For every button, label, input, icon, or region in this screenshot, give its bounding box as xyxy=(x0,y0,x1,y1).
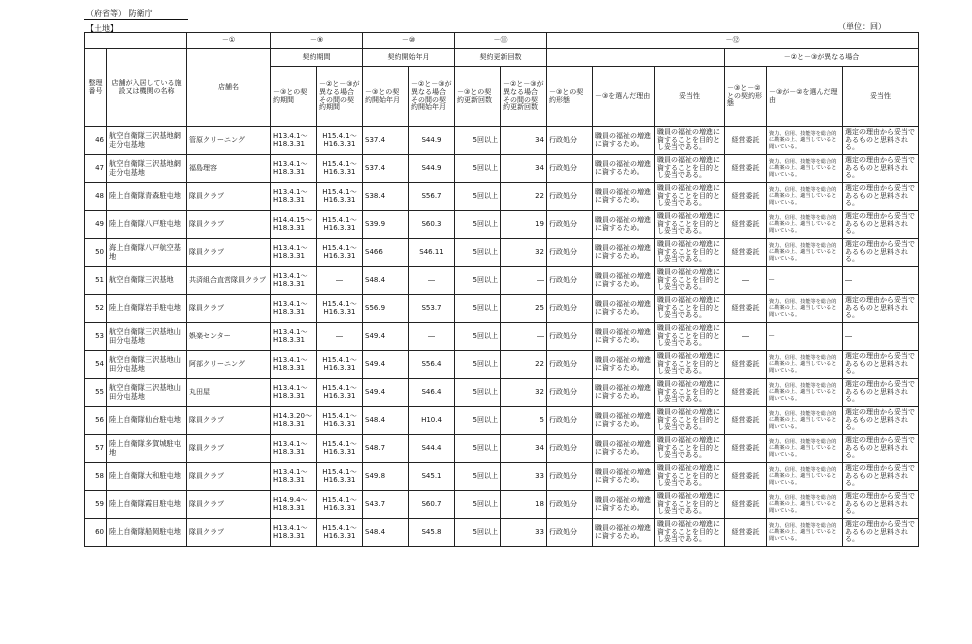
header-validity-2: 妥当性 xyxy=(843,67,919,127)
row-reason: 職員の福祉の増進に資するため。 xyxy=(593,155,655,183)
header-contract-start: 契約開始年月 xyxy=(363,49,455,67)
row-validity: 職員の福祉の増進に資することを目的とし妥当である。 xyxy=(655,351,725,379)
row-reason-2: ― xyxy=(767,267,843,295)
row-start-3: S48.4 xyxy=(363,519,409,547)
row-start-23: S60.7 xyxy=(409,491,455,519)
row-facility: 陸上自衛隊大和駐屯地 xyxy=(107,463,187,491)
row-renew-23: 32 xyxy=(501,379,547,407)
header-start-23: －②と－③が異なる場合その間の契約開始年月 xyxy=(409,67,455,127)
row-reason: 職員の福祉の増進に資するため。 xyxy=(593,379,655,407)
row-renew-3: 5回以上 xyxy=(455,351,501,379)
header-col1: －① xyxy=(187,33,271,49)
row-form-2: 経営委託 xyxy=(725,519,767,547)
row-reason: 職員の福祉の増進に資するため。 xyxy=(593,407,655,435)
row-facility: 航空自衛隊三沢基地山田分屯基地 xyxy=(107,351,187,379)
row-facility: 海上自衛隊八戸航空基地 xyxy=(107,239,187,267)
row-start-3: S43.7 xyxy=(363,491,409,519)
row-renew-3: 5回以上 xyxy=(455,323,501,351)
row-period-3: H13.4.1～H18.3.31 xyxy=(271,519,317,547)
row-period-23: H15.4.1～H16.3.31 xyxy=(317,379,363,407)
row-period-3: H13.4.1～H18.3.31 xyxy=(271,295,317,323)
row-start-3: S49.4 xyxy=(363,323,409,351)
row-renew-3: 5回以上 xyxy=(455,463,501,491)
row-period-23: H15.4.1～H16.3.31 xyxy=(317,491,363,519)
header-form-3: －③との契約形態 xyxy=(547,67,593,127)
row-form-2: 経営委託 xyxy=(725,183,767,211)
row-validity: 職員の福祉の増進に資することを目的とし妥当である。 xyxy=(655,323,725,351)
row-form: 行政処分 xyxy=(547,267,593,295)
row-renew-3: 5回以上 xyxy=(455,491,501,519)
row-form-2: 経営委託 xyxy=(725,127,767,155)
row-start-23: S56.7 xyxy=(409,183,455,211)
table-row xyxy=(85,127,919,155)
row-reason: 職員の福祉の増進に資するため。 xyxy=(593,239,655,267)
header-col11: －⑪ xyxy=(455,33,547,49)
row-period-23: H15.4.1～H16.3.31 xyxy=(317,407,363,435)
row-no: 49 xyxy=(85,211,107,239)
row-start-23: S45.8 xyxy=(409,519,455,547)
row-no: 55 xyxy=(85,379,107,407)
row-renew-23: 22 xyxy=(501,351,547,379)
row-period-3: H13.4.1～H18.3.31 xyxy=(271,239,317,267)
row-reason: 職員の福祉の増進に資するため。 xyxy=(593,267,655,295)
row-start-3: S48.4 xyxy=(363,407,409,435)
header-facility: 店舗が入居している施設又は機関の名称 xyxy=(107,49,187,127)
row-no: 46 xyxy=(85,127,107,155)
row-start-3: S49.8 xyxy=(363,463,409,491)
row-period-23: H15.4.1～H16.3.31 xyxy=(317,211,363,239)
header-reason-3: －③を選んだ理由 xyxy=(593,67,655,127)
row-reason: 職員の福祉の増進に資するため。 xyxy=(593,211,655,239)
row-store: 福島理容 xyxy=(187,155,271,183)
header-form-23: －③と－②との契約形態 xyxy=(725,67,767,127)
table-row xyxy=(85,435,919,463)
row-reason-2: 資力、信用、技能等を総合的に勘案の上、適当していると聞いている。 xyxy=(767,155,843,183)
row-renew-23: 32 xyxy=(501,239,547,267)
row-renew-23: 25 xyxy=(501,295,547,323)
row-validity: 職員の福祉の増進に資することを目的とし妥当である。 xyxy=(655,127,725,155)
table-row xyxy=(85,379,919,407)
row-start-3: S56.9 xyxy=(363,295,409,323)
row-no: 57 xyxy=(85,435,107,463)
row-no: 47 xyxy=(85,155,107,183)
header-store: 店舗名 xyxy=(187,49,271,127)
row-no: 58 xyxy=(85,463,107,491)
row-reason: 職員の福祉の増進に資するため。 xyxy=(593,463,655,491)
row-validity: 職員の福祉の増進に資することを目的とし妥当である。 xyxy=(655,239,725,267)
row-validity-2: ― xyxy=(843,267,919,295)
row-reason: 職員の福祉の増進に資するため。 xyxy=(593,295,655,323)
row-renew-23: 34 xyxy=(501,127,547,155)
row-store: 隊員クラブ xyxy=(187,519,271,547)
row-start-3: S49.4 xyxy=(363,351,409,379)
row-store: 共済組合直営隊員クラブ xyxy=(187,267,271,295)
row-form: 行政処分 xyxy=(547,323,593,351)
row-start-23: S45.1 xyxy=(409,463,455,491)
row-start-23: S44.9 xyxy=(409,127,455,155)
row-no: 59 xyxy=(85,491,107,519)
row-form: 行政処分 xyxy=(547,295,593,323)
row-renew-3: 5回以上 xyxy=(455,211,501,239)
row-store: 管原クリーニング xyxy=(187,127,271,155)
row-renew-3: 5回以上 xyxy=(455,379,501,407)
row-renew-23: 5 xyxy=(501,407,547,435)
row-validity-2: 選定の理由から妥当であるものと思料される。 xyxy=(843,491,919,519)
row-validity-2: ― xyxy=(843,323,919,351)
row-validity-2: 選定の理由から妥当であるものと思料される。 xyxy=(843,463,919,491)
table-row xyxy=(85,295,919,323)
row-validity: 職員の福祉の増進に資することを目的とし妥当である。 xyxy=(655,407,725,435)
row-start-3: S48.7 xyxy=(363,435,409,463)
row-period-23: H15.4.1～H16.3.31 xyxy=(317,155,363,183)
row-start-3: S39.9 xyxy=(363,211,409,239)
row-store: 隊員クラブ xyxy=(187,295,271,323)
row-period-3: H13.4.1～H18.3.31 xyxy=(271,379,317,407)
row-period-23: H15.4.1～H16.3.31 xyxy=(317,239,363,267)
row-facility: 陸上自衛隊多賀城駐屯地 xyxy=(107,435,187,463)
category-label: 【土地】 xyxy=(86,24,118,33)
row-no: 54 xyxy=(85,351,107,379)
row-start-3: S37.4 xyxy=(363,127,409,155)
row-validity-2: 選定の理由から妥当であるものと思料される。 xyxy=(843,407,919,435)
row-renew-3: 5回以上 xyxy=(455,239,501,267)
header-diff-case: －②と－③が異なる場合 xyxy=(725,49,919,67)
row-validity-2: 選定の理由から妥当であるものと思料される。 xyxy=(843,351,919,379)
row-store: 隊員クラブ xyxy=(187,463,271,491)
row-period-3: H14.3.20～H18.3.31 xyxy=(271,407,317,435)
row-form: 行政処分 xyxy=(547,155,593,183)
row-period-3: H13.4.1～H18.3.31 xyxy=(271,183,317,211)
header-col12: －⑫ xyxy=(547,33,919,49)
row-validity: 職員の福祉の増進に資することを目的とし妥当である。 xyxy=(655,463,725,491)
row-store: 阿部クリーニング xyxy=(187,351,271,379)
row-start-23: S53.7 xyxy=(409,295,455,323)
row-renew-3: 5回以上 xyxy=(455,183,501,211)
row-validity: 職員の福祉の増進に資することを目的とし妥当である。 xyxy=(655,155,725,183)
header-validity: 妥当性 xyxy=(655,67,725,127)
row-start-23: S46.11 xyxy=(409,239,455,267)
row-store: 隊員クラブ xyxy=(187,491,271,519)
row-validity-2: 選定の理由から妥当であるものと思料される。 xyxy=(843,155,919,183)
row-store: 隊員クラブ xyxy=(187,211,271,239)
row-renew-3: 5回以上 xyxy=(455,155,501,183)
row-validity: 職員の福祉の増進に資することを目的とし妥当である。 xyxy=(655,267,725,295)
row-period-3: H13.4.1～H18.3.31 xyxy=(271,155,317,183)
header-start-3: －③との契約開始年月 xyxy=(363,67,409,127)
row-period-3: H13.4.1～H18.3.31 xyxy=(271,351,317,379)
row-validity-2: 選定の理由から妥当であるものと思料される。 xyxy=(843,239,919,267)
row-renew-3: 5回以上 xyxy=(455,519,501,547)
header-row-1 xyxy=(85,33,919,49)
row-form-2: ― xyxy=(725,267,767,295)
row-start-23: ― xyxy=(409,323,455,351)
row-facility: 航空自衛隊三沢基地山田分屯基地 xyxy=(107,323,187,351)
table-row xyxy=(85,211,919,239)
row-reason-2: 資力、信用、技能等を総合的に勘案の上、適当していると聞いている。 xyxy=(767,127,843,155)
row-facility: 航空自衛隊三沢基地網走分屯基地 xyxy=(107,155,187,183)
table-row xyxy=(85,155,919,183)
row-reason: 職員の福祉の増進に資するため。 xyxy=(593,491,655,519)
row-form-2: 経営委託 xyxy=(725,239,767,267)
row-form: 行政処分 xyxy=(547,351,593,379)
row-form-2: 経営委託 xyxy=(725,379,767,407)
row-validity-2: 選定の理由から妥当であるものと思料される。 xyxy=(843,519,919,547)
row-period-3: H13.4.1～H18.3.31 xyxy=(271,267,317,295)
header-row-2 xyxy=(85,49,919,67)
row-renew-23: 33 xyxy=(501,463,547,491)
row-form-2: 経営委託 xyxy=(725,407,767,435)
row-form: 行政処分 xyxy=(547,379,593,407)
table-row xyxy=(85,267,919,295)
row-validity: 職員の福祉の増進に資することを目的とし妥当である。 xyxy=(655,435,725,463)
row-form: 行政処分 xyxy=(547,239,593,267)
row-period-3: H13.4.1～H18.3.31 xyxy=(271,463,317,491)
row-reason: 職員の福祉の増進に資するため。 xyxy=(593,351,655,379)
row-reason: 職員の福祉の増進に資するため。 xyxy=(593,435,655,463)
row-renew-23: ― xyxy=(501,323,547,351)
row-validity: 職員の福祉の増進に資することを目的とし妥当である。 xyxy=(655,211,725,239)
row-form-2: 経営委託 xyxy=(725,463,767,491)
row-reason-2: 資力、信用、技能等を総合的に勘案の上、適当していると聞いている。 xyxy=(767,183,843,211)
row-store: 娯楽センター xyxy=(187,323,271,351)
row-reason-2: ― xyxy=(767,323,843,351)
row-no: 53 xyxy=(85,323,107,351)
row-start-23: S44.9 xyxy=(409,155,455,183)
row-reason-2: 資力、信用、技能等を総合的に勘案の上、適当していると聞いている。 xyxy=(767,407,843,435)
header-reason-2: －③が－②を選んだ理由 xyxy=(767,67,843,127)
row-facility: 陸上自衛隊船岡駐屯地 xyxy=(107,519,187,547)
row-reason-2: 資力、信用、技能等を総合的に勘案の上、適当していると聞いている。 xyxy=(767,239,843,267)
contract-table xyxy=(84,32,919,547)
row-store: 隊員クラブ xyxy=(187,407,271,435)
row-validity-2: 選定の理由から妥当であるものと思料される。 xyxy=(843,211,919,239)
row-no: 52 xyxy=(85,295,107,323)
header-col10: －⑩ xyxy=(363,33,455,49)
row-reason-2: 資力、信用、技能等を総合的に勘案の上、適当していると聞いている。 xyxy=(767,463,843,491)
row-no: 50 xyxy=(85,239,107,267)
row-facility: 航空自衛隊三沢基地山田分屯基地 xyxy=(107,379,187,407)
table-row xyxy=(85,323,919,351)
row-start-23: S60.3 xyxy=(409,211,455,239)
row-form-2: 経営委託 xyxy=(725,491,767,519)
row-form: 行政処分 xyxy=(547,463,593,491)
row-start-23: S44.4 xyxy=(409,435,455,463)
row-form-2: ― xyxy=(725,323,767,351)
row-reason-2: 資力、信用、技能等を総合的に勘案の上、適当していると聞いている。 xyxy=(767,211,843,239)
header-blank-2 xyxy=(547,49,725,67)
row-renew-3: 5回以上 xyxy=(455,127,501,155)
row-validity: 職員の福祉の増進に資することを目的とし妥当である。 xyxy=(655,295,725,323)
row-validity-2: 選定の理由から妥当であるものと思料される。 xyxy=(843,435,919,463)
row-start-3: S466 xyxy=(363,239,409,267)
row-renew-23: 22 xyxy=(501,183,547,211)
row-period-23: ― xyxy=(317,267,363,295)
row-form-2: 経営委託 xyxy=(725,155,767,183)
row-facility: 陸上自衛隊八戸駐屯地 xyxy=(107,211,187,239)
row-start-3: S37.4 xyxy=(363,155,409,183)
row-period-23: H15.4.1～H16.3.31 xyxy=(317,295,363,323)
row-renew-3: 5回以上 xyxy=(455,295,501,323)
row-renew-23: 33 xyxy=(501,519,547,547)
header-renewal-count: 契約更新回数 xyxy=(455,49,547,67)
row-period-3: H13.4.1～H18.3.31 xyxy=(271,323,317,351)
table-row xyxy=(85,519,919,547)
row-no: 51 xyxy=(85,267,107,295)
agency-underline xyxy=(84,19,188,20)
row-period-23: H15.4.1～H16.3.31 xyxy=(317,127,363,155)
row-form: 行政処分 xyxy=(547,519,593,547)
row-reason-2: 資力、信用、技能等を総合的に勘案の上、適当していると聞いている。 xyxy=(767,491,843,519)
header-renew-3: －③との契約更新回数 xyxy=(455,67,501,127)
row-facility: 陸上自衛隊岩手駐屯地 xyxy=(107,295,187,323)
row-renew-23: ― xyxy=(501,267,547,295)
table-row xyxy=(85,183,919,211)
row-validity-2: 選定の理由から妥当であるものと思料される。 xyxy=(843,183,919,211)
row-reason: 職員の福祉の増進に資するため。 xyxy=(593,519,655,547)
row-form-2: 経営委託 xyxy=(725,351,767,379)
row-start-3: S49.4 xyxy=(363,379,409,407)
row-no: 60 xyxy=(85,519,107,547)
row-start-23: S56.4 xyxy=(409,351,455,379)
row-facility: 陸上自衛隊青森駐屯地 xyxy=(107,183,187,211)
row-validity-2: 選定の理由から妥当であるものと思料される。 xyxy=(843,295,919,323)
row-validity: 職員の福祉の増進に資することを目的とし妥当である。 xyxy=(655,183,725,211)
row-reason: 職員の福祉の増進に資するため。 xyxy=(593,183,655,211)
row-start-23: ― xyxy=(409,267,455,295)
row-reason-2: 資力、信用、技能等を総合的に勘案の上、適当していると聞いている。 xyxy=(767,435,843,463)
row-renew-23: 34 xyxy=(501,155,547,183)
row-store: 隊員クラブ xyxy=(187,183,271,211)
row-no: 48 xyxy=(85,183,107,211)
row-form: 行政処分 xyxy=(547,183,593,211)
row-reason-2: 資力、信用、技能等を総合的に勘案の上、適当していると聞いている。 xyxy=(767,295,843,323)
row-period-3: H14.4.15～H18.3.31 xyxy=(271,211,317,239)
row-facility: 航空自衛隊三沢基地網走分屯基地 xyxy=(107,127,187,155)
row-start-3: S48.4 xyxy=(363,267,409,295)
row-reason: 職員の福祉の増進に資するため。 xyxy=(593,127,655,155)
row-store: 隊員クラブ xyxy=(187,435,271,463)
unit-label: （単位：回） xyxy=(838,22,886,31)
row-form: 行政処分 xyxy=(547,491,593,519)
row-facility: 航空自衛隊三沢基地 xyxy=(107,267,187,295)
table-row xyxy=(85,239,919,267)
row-reason-2: 資力、信用、技能等を総合的に勘案の上、適当していると聞いている。 xyxy=(767,351,843,379)
row-validity: 職員の福祉の増進に資することを目的とし妥当である。 xyxy=(655,491,725,519)
row-form: 行政処分 xyxy=(547,127,593,155)
row-no: 56 xyxy=(85,407,107,435)
row-form: 行政処分 xyxy=(547,435,593,463)
header-col9: －⑨ xyxy=(271,33,363,49)
row-period-3: H14.9.4～H18.3.31 xyxy=(271,491,317,519)
header-period-23: －②と－③が異なる場合その間の契約期間 xyxy=(317,67,363,127)
row-period-23: H15.4.1～H16.3.31 xyxy=(317,351,363,379)
header-period-3: －③との契約期間 xyxy=(271,67,317,127)
row-store: 丸田屋 xyxy=(187,379,271,407)
row-period-3: H13.4.1～H18.3.31 xyxy=(271,435,317,463)
table-row xyxy=(85,407,919,435)
row-renew-23: 18 xyxy=(501,491,547,519)
header-seq-no: 整理番号 xyxy=(85,49,107,127)
row-form: 行政処分 xyxy=(547,211,593,239)
row-validity-2: 選定の理由から妥当であるものと思料される。 xyxy=(843,127,919,155)
row-renew-3: 5回以上 xyxy=(455,407,501,435)
agency-label: （府省等） 防衛庁 xyxy=(86,9,153,18)
row-period-3: H13.4.1～H18.3.31 xyxy=(271,127,317,155)
row-validity: 職員の福祉の増進に資することを目的とし妥当である。 xyxy=(655,379,725,407)
row-renew-23: 34 xyxy=(501,435,547,463)
row-start-3: S38.4 xyxy=(363,183,409,211)
row-validity: 職員の福祉の増進に資することを目的とし妥当である。 xyxy=(655,519,725,547)
row-renew-23: 19 xyxy=(501,211,547,239)
table-row xyxy=(85,491,919,519)
row-renew-3: 5回以上 xyxy=(455,435,501,463)
row-form-2: 経営委託 xyxy=(725,295,767,323)
row-form-2: 経営委託 xyxy=(725,211,767,239)
row-period-23: H15.4.1～H16.3.31 xyxy=(317,435,363,463)
row-facility: 陸上自衛隊仙台駐屯地 xyxy=(107,407,187,435)
row-reason-2: 資力、信用、技能等を総合的に勘案の上、適当していると聞いている。 xyxy=(767,519,843,547)
row-validity-2: 選定の理由から妥当であるものと思料される。 xyxy=(843,379,919,407)
row-start-23: S46.4 xyxy=(409,379,455,407)
row-start-23: H10.4 xyxy=(409,407,455,435)
row-reason: 職員の福祉の増進に資するため。 xyxy=(593,323,655,351)
row-reason-2: 資力、信用、技能等を総合的に勘案の上、適当していると聞いている。 xyxy=(767,379,843,407)
header-blank xyxy=(85,33,187,49)
table-row xyxy=(85,351,919,379)
row-period-23: H15.4.1～H16.3.31 xyxy=(317,463,363,491)
header-contract-period: 契約期間 xyxy=(271,49,363,67)
table-row xyxy=(85,463,919,491)
row-facility: 陸上自衛隊霞目駐屯地 xyxy=(107,491,187,519)
row-period-23: H15.4.1～H16.3.31 xyxy=(317,183,363,211)
row-period-23: H15.4.1～H16.3.31 xyxy=(317,519,363,547)
row-renew-3: 5回以上 xyxy=(455,267,501,295)
row-period-23: ― xyxy=(317,323,363,351)
row-store: 隊員クラブ xyxy=(187,239,271,267)
row-form: 行政処分 xyxy=(547,407,593,435)
row-form-2: 経営委託 xyxy=(725,435,767,463)
header-renew-23: －②と－③が異なる場合その間の契約更新回数 xyxy=(501,67,547,127)
